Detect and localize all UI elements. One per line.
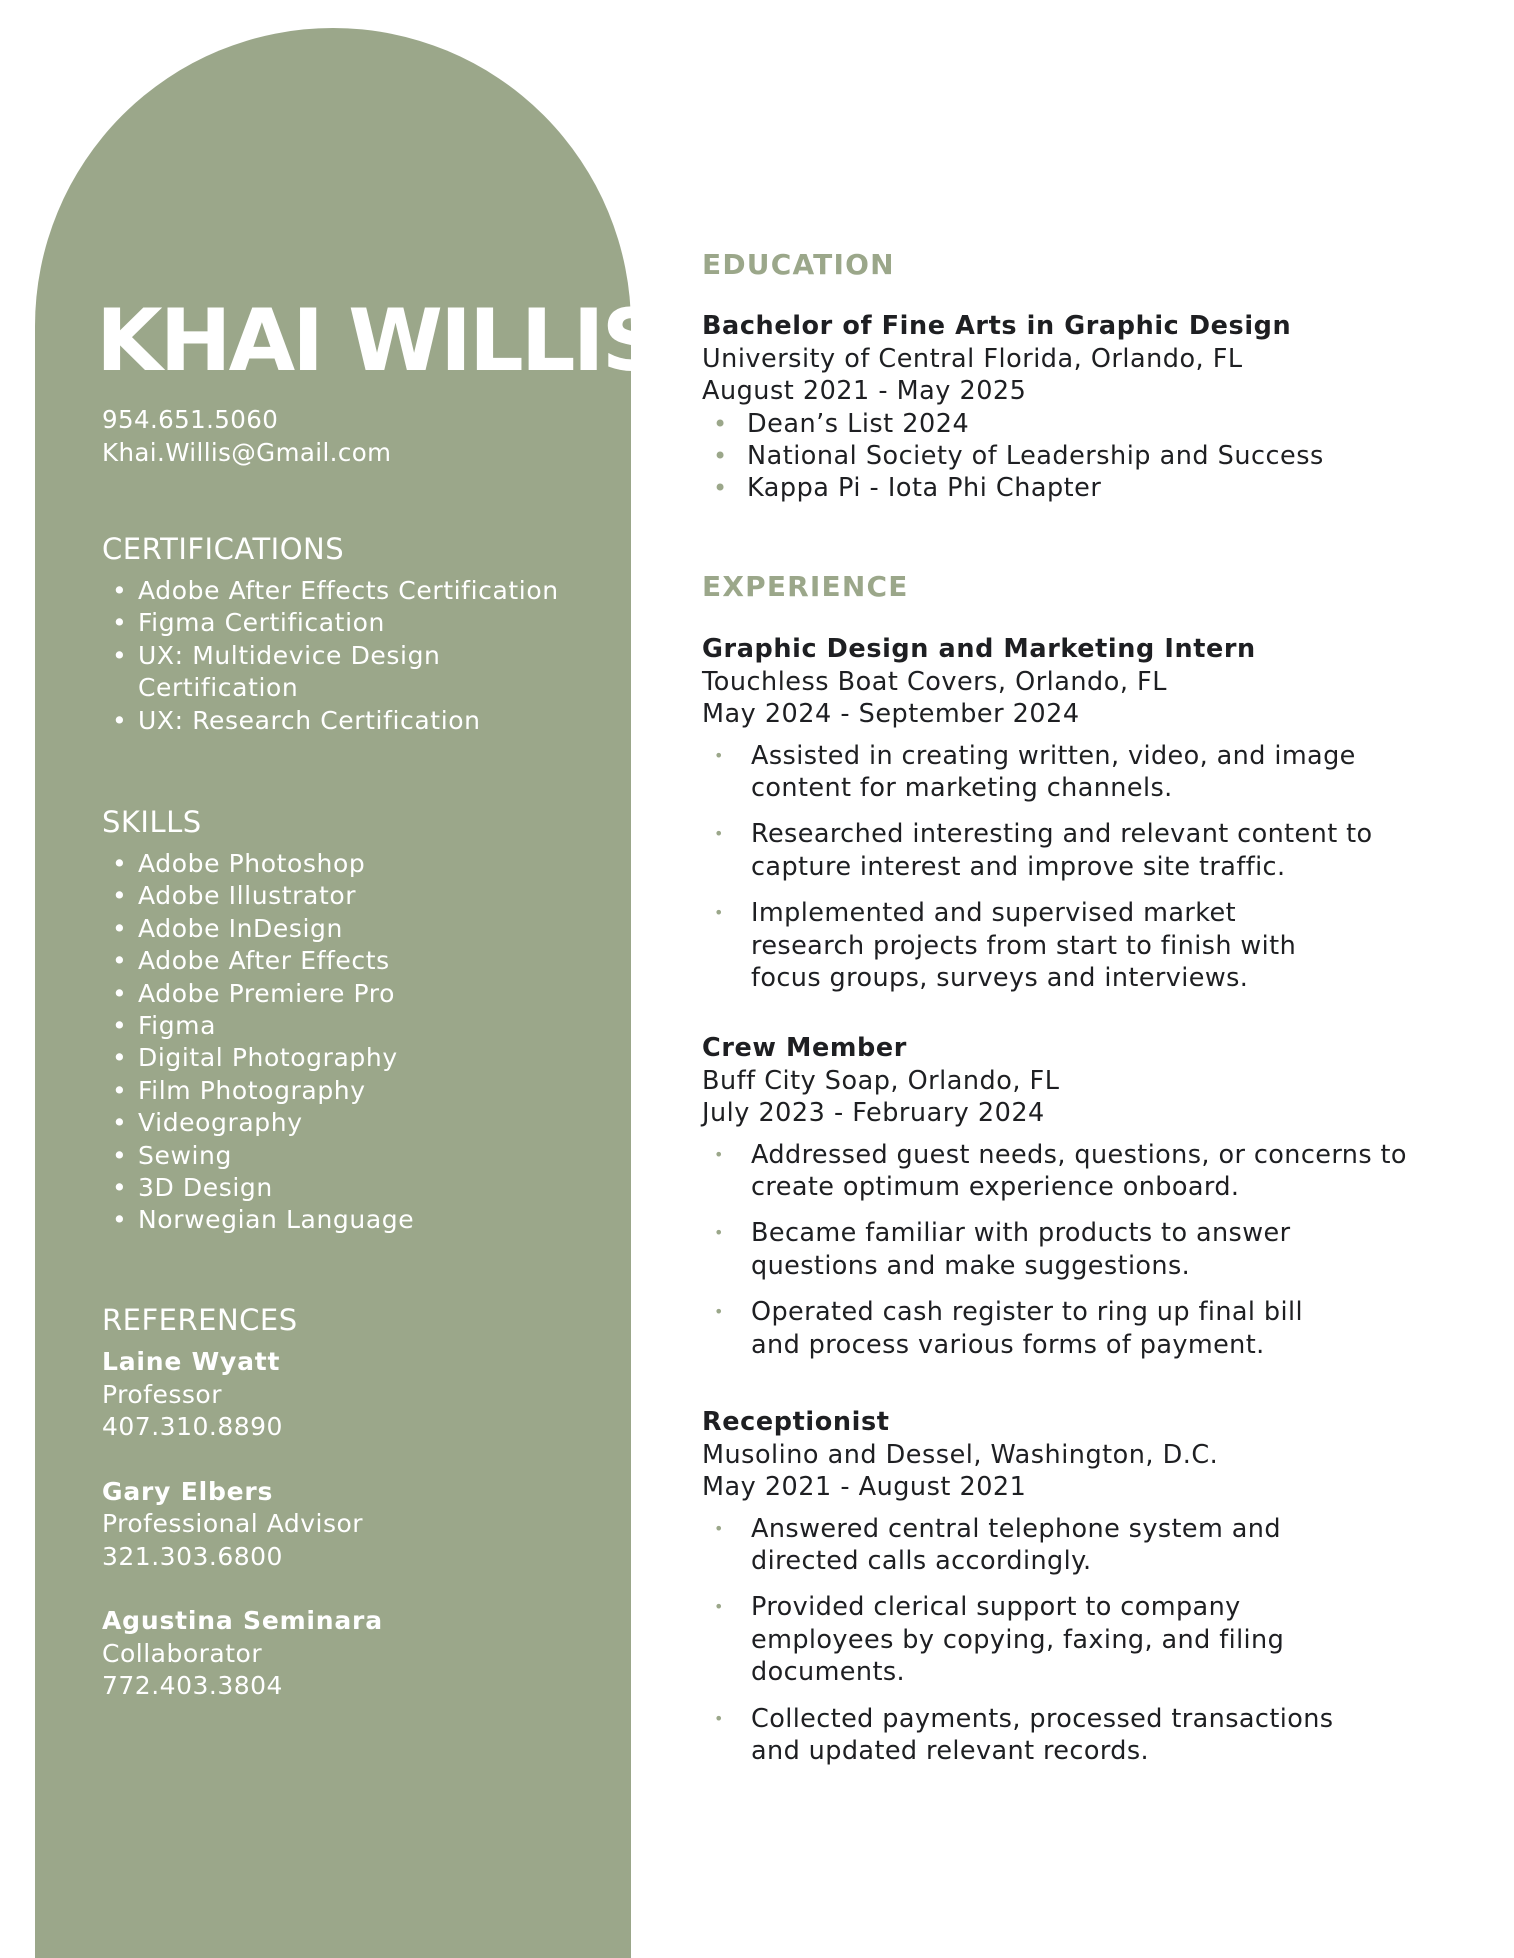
reference-entry	[102, 1476, 383, 1574]
reference-name: Laine Wyatt	[102, 1347, 281, 1376]
skills-list	[102, 848, 608, 1237]
job-dates: July 2023 - February 2024	[702, 1098, 1045, 1128]
skill-item: • Film Photography	[102, 1075, 608, 1107]
education-dates: August 2021 - May 2025	[702, 376, 1027, 406]
skill-item: • Adobe Illustrator	[102, 880, 608, 912]
references-heading: REFERENCES	[102, 1303, 298, 1337]
honors-list	[702, 408, 1422, 505]
education-heading: EDUCATION	[702, 248, 895, 281]
duty-item: • Researched interesting and relevant content to capture interest and improve site traffic.	[702, 818, 1381, 883]
skill-item: • Videography	[102, 1107, 608, 1139]
certification-item: • UX: Research Certification	[102, 705, 608, 737]
skill-item: • 3D Design	[102, 1172, 608, 1204]
skill-item: • Adobe Premiere Pro	[102, 978, 608, 1010]
job-company: Musolino and Dessel, Washington, D.C.	[702, 1439, 1219, 1470]
duty-item: • Collected payments, processed transactions and updated relevant records.	[702, 1703, 1381, 1768]
reference-entry	[102, 1346, 383, 1444]
certifications-list	[102, 575, 608, 737]
skills-section	[102, 803, 608, 1237]
job-duties	[702, 1139, 1422, 1361]
skill-item: • Norwegian Language	[102, 1204, 608, 1236]
email-address: Khai.Willis@Gmail.com	[102, 437, 392, 467]
reference-role: Professor	[102, 1379, 222, 1409]
reference-phone: 407.310.8890	[102, 1412, 283, 1441]
skill-item: • Adobe InDesign	[102, 913, 608, 945]
reference-name: Agustina Seminara	[102, 1606, 383, 1635]
job-title: Crew Member	[702, 1033, 907, 1063]
contact-info	[102, 404, 391, 469]
skill-item: • Adobe Photoshop	[102, 848, 608, 880]
certification-item: • Figma Certification	[102, 607, 608, 639]
education-entry	[702, 310, 1422, 505]
reference-phone: 772.403.3804	[102, 1671, 283, 1700]
honor-item: • Kappa Pi - Iota Phi Chapter	[702, 472, 1422, 504]
job-entry	[702, 1032, 1422, 1375]
reference-role: Professional Advisor	[102, 1509, 364, 1538]
job-title: Receptionist	[702, 1407, 890, 1437]
skill-item: • Digital Photography	[102, 1042, 608, 1074]
job-duties	[702, 1513, 1422, 1768]
school-name: University of Central Florida, Orlando, FL	[702, 343, 1243, 374]
honor-item: • National Society of Leadership and Success	[702, 440, 1422, 472]
reference-name: Gary Elbers	[102, 1476, 274, 1506]
skill-item: • Figma	[102, 1010, 608, 1042]
reference-entry	[102, 1605, 383, 1703]
duty-item: • Addressed guest needs, questions, or concerns to create optimum experience onboard.	[702, 1139, 1411, 1204]
reference-role: Collaborator	[102, 1638, 263, 1668]
duty-item: • Assisted in creating written, video, and image content for marketing channels.	[702, 740, 1381, 805]
job-company: Buff City Soap, Orlando, FL	[702, 1065, 1060, 1096]
job-company: Touchless Boat Covers, Orlando, FL	[702, 666, 1167, 697]
phone-number: 954.651.5060	[102, 405, 279, 434]
references-section	[102, 1301, 383, 1735]
job-duties	[702, 740, 1422, 995]
skills-heading: SKILLS	[102, 805, 202, 839]
resume-name: KHAI WILLIS	[96, 291, 661, 391]
job-title: Graphic Design and Marketing Intern	[702, 634, 1256, 664]
certifications-section	[102, 530, 608, 737]
certifications-heading: CERTIFICATIONS	[102, 532, 345, 566]
duty-item: • Provided clerical support to company employees by copying, faxing, and filing documents.	[702, 1591, 1341, 1688]
duty-item: • Became familiar with products to answer questions and make suggestions.	[702, 1217, 1341, 1282]
skill-item: • Adobe After Effects	[102, 945, 608, 977]
job-entry	[702, 633, 1422, 1008]
duty-item: • Answered central telephone system and directed calls accordingly.	[702, 1513, 1341, 1578]
reference-phone: 321.303.6800	[102, 1541, 283, 1571]
duty-item: • Implemented and supervised market research projects from start to finish with focus groups, surveys and interviews.	[702, 897, 1311, 994]
degree-title: Bachelor of Fine Arts in Graphic Design	[702, 311, 1292, 341]
honor-item: • Dean’s List 2024	[702, 408, 1422, 440]
job-dates: May 2021 - August 2021	[702, 1472, 1027, 1502]
experience-heading: EXPERIENCE	[702, 570, 909, 603]
job-entry	[702, 1406, 1422, 1781]
certification-item: • UX: Multidevice Design Certification	[102, 640, 478, 705]
duty-item: • Operated cash register to ring up final bill and process various forms of payment.	[702, 1296, 1341, 1361]
certification-item: • Adobe After Effects Certification	[102, 575, 608, 607]
skill-item: • Sewing	[102, 1140, 608, 1172]
job-dates: May 2024 - September 2024	[702, 699, 1080, 729]
